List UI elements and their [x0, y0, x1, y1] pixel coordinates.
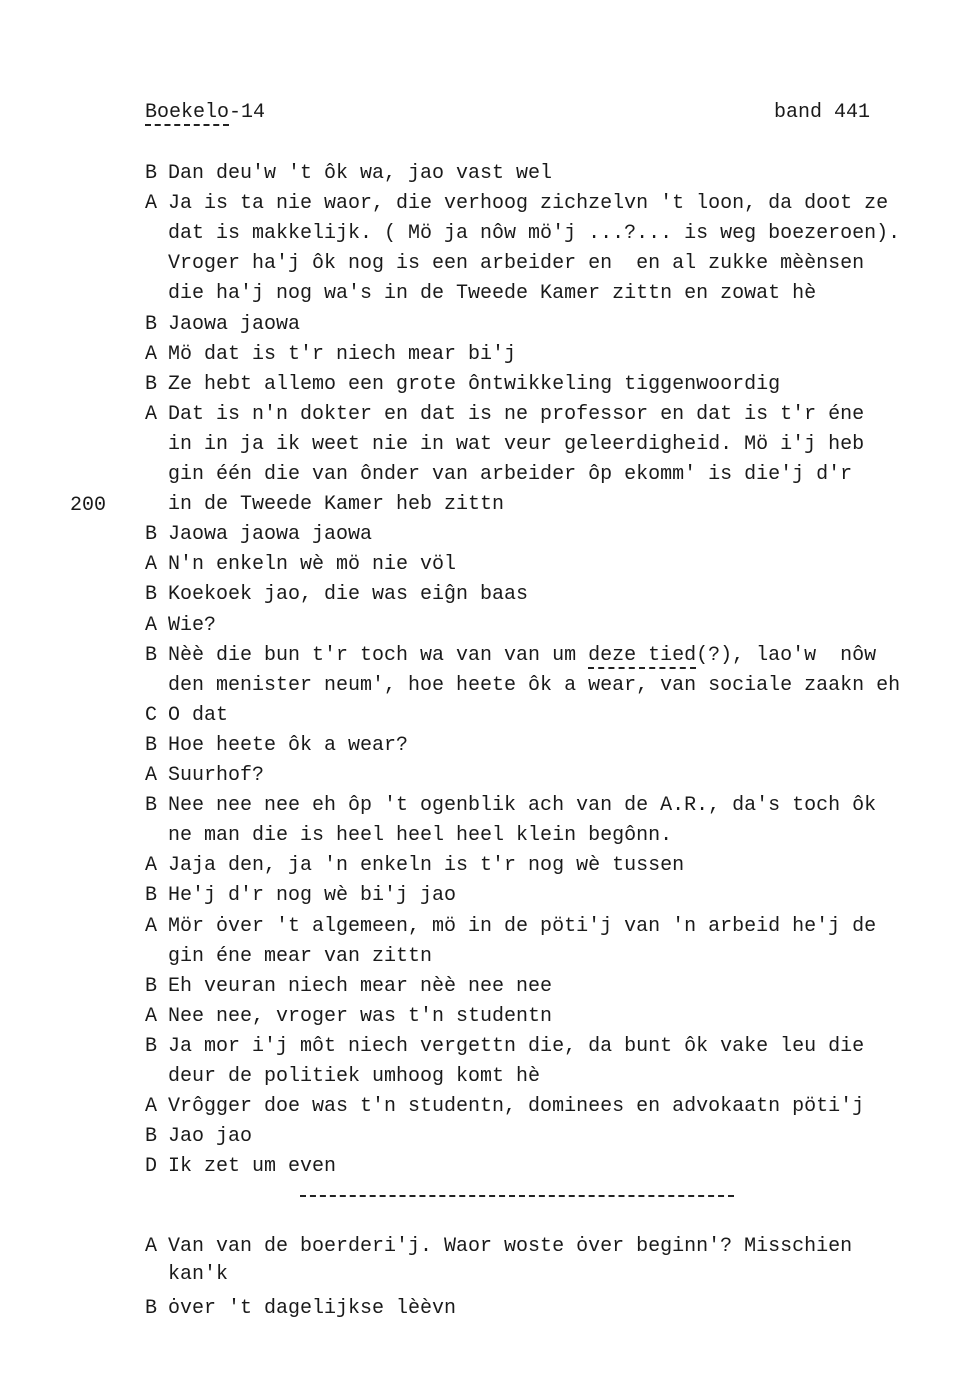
- speaker-label: D: [145, 1155, 158, 1179]
- dialogue-turn: [145, 764, 264, 788]
- dialogue-turn: [145, 523, 372, 547]
- speaker-label: A: [145, 553, 158, 577]
- utterance-text: die ha'j nog wa's in de Tweede Kamer zittn en zowat hè: [168, 282, 817, 306]
- utterance-text: Koekoek jao, die was eiĝn baas: [168, 583, 529, 607]
- speaker-label: B: [145, 794, 158, 818]
- utterance-text: O dat: [168, 703, 229, 727]
- utterance-text: (?), lao'w nôw: [696, 643, 877, 667]
- speaker-label: B: [145, 733, 158, 757]
- dialogue-turn: [145, 915, 876, 939]
- speaker-label: A: [145, 854, 158, 878]
- utterance-text: Dan deu'w 't ôk wa, jao vast wel: [168, 162, 553, 185]
- speaker-label: A: [145, 914, 158, 938]
- speaker-label: A: [145, 402, 158, 426]
- speaker-label: A: [145, 342, 158, 366]
- title-underlined: Boekelo: [145, 101, 230, 124]
- dialogue-turn: [145, 162, 552, 186]
- dialogue-turn: [145, 343, 516, 367]
- title-suffix: -14: [229, 101, 266, 124]
- dialogue-turn: [145, 1125, 252, 1149]
- dialogue-continuation: [145, 674, 900, 698]
- band-number: band 441: [774, 101, 871, 124]
- dialogue-turn: [145, 313, 300, 337]
- dialogue-turn: [145, 1035, 864, 1059]
- dialogue-turn: [145, 644, 876, 668]
- utterance-text: Dat is n'n dokter en dat is ne professor en dat is t'r éne: [168, 402, 865, 426]
- utterance-text: Jaowa jaowa: [168, 312, 301, 336]
- speaker-label: A: [145, 764, 158, 787]
- utterance-text: Eh veuran niech mear nèè nee nee: [168, 974, 553, 998]
- utterance-text: Vroger ha'j ôk nog is een arbeider en en al zukke mèènsen: [168, 252, 865, 276]
- utterance-text: kan'k: [168, 1263, 229, 1286]
- speaker-label: C: [145, 703, 158, 727]
- utterance-text: in in ja ik weet nie in wat veur geleerdigheid. Mö i'j heb: [168, 432, 865, 456]
- speaker-label: B: [145, 162, 158, 185]
- utterance-text: Nee nee, vroger was t'n studentn: [168, 1004, 553, 1028]
- utterance-text: in de Tweede Kamer heb zittn: [168, 493, 505, 517]
- dialogue-continuation: [145, 222, 900, 246]
- dialogue-continuation: [145, 282, 816, 306]
- dialogue-turn: [145, 1297, 456, 1321]
- utterance-text: Van van de boerderi'j. Waor woste ȯver beginn'? Misschien: [168, 1235, 853, 1258]
- utterance-text: Ze hebt allemo een grote ôntwikkeling tiggenwoordig: [168, 372, 781, 396]
- dialogue-turn: [145, 373, 780, 397]
- utterance-text: Jaja den, ja 'n enkeln is t'r nog wè tussen: [168, 854, 685, 878]
- utterance-text: Suurhof?: [168, 764, 265, 787]
- dialogue-continuation: [145, 945, 432, 969]
- speaker-label: A: [145, 1095, 158, 1119]
- dialogue-continuation: [145, 463, 852, 487]
- utterance-text: Ik zet um even: [168, 1155, 337, 1179]
- speaker-label: B: [145, 372, 158, 396]
- utterance-text: Hoe heete ôk a wear?: [168, 733, 409, 757]
- utterance-text: Mör ȯver 't algemeen, mö in de pöti'j van 'n arbeid he'j de: [168, 914, 877, 938]
- utterance-text: Nee nee nee eh ôp 't ogenblik ach van de A.R., da's toch ôk: [168, 794, 877, 818]
- utterance-text: ne man die is heel heel heel klein begônn.: [168, 824, 673, 848]
- dialogue-continuation: [145, 1065, 540, 1089]
- section-separator: [300, 1195, 734, 1197]
- utterance-text: gin éne mear van zittn: [168, 944, 433, 968]
- speaker-label: A: [145, 192, 158, 216]
- utterance-text: Jao jao: [168, 1125, 253, 1149]
- speaker-label: B: [145, 523, 158, 547]
- dialogue-turn: [145, 734, 408, 758]
- dialogue-turn: [145, 975, 552, 999]
- dialogue-turn: [145, 403, 864, 427]
- utterance-text: He'j d'r nog wè bi'j jao: [168, 884, 457, 908]
- speaker-label: B: [145, 643, 158, 667]
- dialogue-turn: [145, 192, 888, 216]
- dialogue-turn: [145, 704, 228, 728]
- dialogue-continuation: [145, 1263, 228, 1287]
- utterance-text: gin één die van ônder van arbeider ôp ekomm' is die'j d'r: [168, 463, 853, 486]
- utterance-text: Vrôgger doe was t'n studentn, dominees en advokaatn pöti'j: [168, 1095, 865, 1119]
- speaker-label: B: [145, 1125, 158, 1149]
- dialogue-turn: [145, 583, 528, 607]
- speaker-label: B: [145, 974, 158, 998]
- speaker-label: B: [145, 884, 158, 908]
- dialogue-turn: [145, 884, 456, 908]
- speaker-label: B: [145, 1034, 158, 1058]
- dialogue-turn: [145, 1005, 552, 1029]
- dialogue-turn: [145, 1235, 852, 1259]
- utterance-text: ȯver 't dagelijkse lèèvn: [168, 1297, 457, 1320]
- dialogue-turn: [145, 553, 456, 577]
- dialogue-continuation: [145, 433, 864, 457]
- margin-line-number: 200: [70, 494, 107, 517]
- speaker-label: A: [145, 1004, 158, 1028]
- utterance-text: Mö dat is t'r niech mear bi'j: [168, 342, 517, 366]
- dialogue-turn: [145, 614, 216, 638]
- dialogue-turn: [145, 854, 684, 878]
- speaker-label: B: [145, 312, 158, 336]
- utterance-text: Nèè die bun t'r toch wa van van um: [168, 643, 589, 667]
- speaker-label: A: [145, 1235, 158, 1258]
- dialogue-turn: [145, 794, 876, 818]
- utterance-text: Ja is ta nie waor, die verhoog zichzelvn 't loon, da doot ze: [168, 192, 889, 216]
- dialogue-continuation: [145, 252, 864, 276]
- utterance-text: deur de politiek umhoog komt hè: [168, 1065, 541, 1088]
- document-title: [145, 101, 265, 125]
- dialogue-continuation: [145, 493, 504, 517]
- speaker-label: B: [145, 1297, 158, 1320]
- utterance-text: den menister neum', hoe heete ôk a wear, van sociale zaakn eh: [168, 673, 901, 697]
- dialogue-continuation: [145, 824, 672, 848]
- dialogue-turn: [145, 1095, 864, 1119]
- dialogue-turn: [145, 1155, 336, 1179]
- underlined-uncertain-text: deze tied: [588, 643, 697, 667]
- speaker-label: A: [145, 613, 158, 637]
- utterance-text: Jaowa jaowa jaowa: [168, 523, 373, 547]
- speaker-label: B: [145, 583, 158, 607]
- utterance-text: Ja mor i'j môt niech vergettn die, da bunt ôk vake leu die: [168, 1034, 865, 1058]
- utterance-text: Wie?: [168, 613, 217, 637]
- utterance-text: dat is makkelijk. ( Mö ja nôw mö'j ...?... is weg boezeroen).: [168, 222, 901, 246]
- utterance-text: N'n enkeln wè mö nie völ: [168, 553, 457, 577]
